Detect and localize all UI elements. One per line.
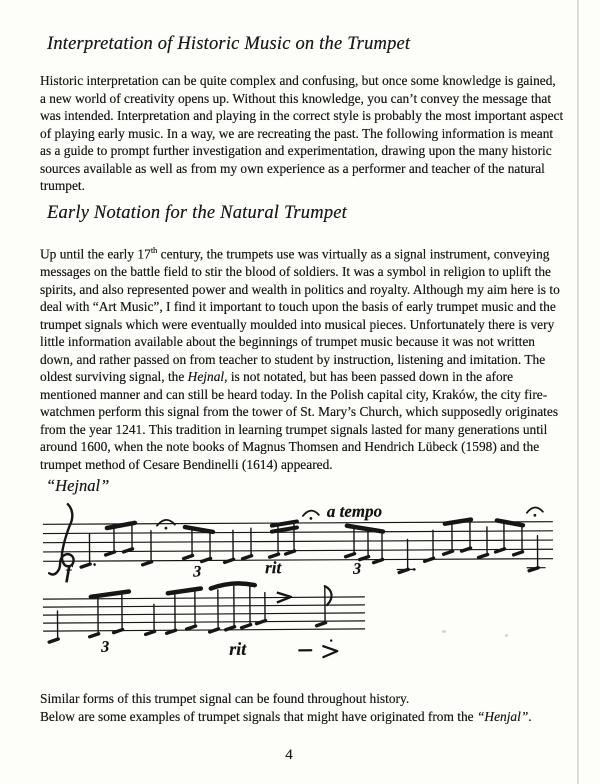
text-line: spirits, and also represented power and wealth in politics and royalty. Although my aim here is to (40, 281, 560, 297)
text-line: Similar forms of this trumpet signal can be found throughout history. (40, 691, 410, 706)
text-line: oldest surviving signal, the Hejnal, is not notated, but has been passed down in the afore (40, 369, 514, 385)
note-group (345, 519, 545, 573)
text-line: of playing early music. In a way, we are recreating the past. The following information is meant (40, 125, 554, 141)
text-line: down, and rather passed on from teacher to student by instruction, listening and imitation. The (40, 351, 546, 367)
text-line: sources available as well as from my own experience as a performer and teacher of the natural (40, 160, 545, 176)
a-tempo-label: a tempo (326, 501, 383, 521)
dynamic-f-label: f (65, 562, 72, 584)
scan-speckle (442, 630, 446, 633)
staff-2 (43, 582, 366, 660)
footer-text (40, 690, 532, 726)
text-line: Historic interpretation can be quite complex and confusing, but once some knowledge is gained, (40, 73, 556, 88)
text-line: little information available about the beginnings of trumpet music because it was not written (40, 334, 535, 350)
text-line: was intended. Interpretation and playing in the correct style is probably the most important aspect (40, 108, 564, 124)
heading-hejnal: “Hejnal” (46, 476, 110, 495)
text-line: watchmen perform this signal from the tower of St. Mary’s Church, which supposedly originates (40, 404, 559, 420)
text-line: trumpet method of Cesare Bendinelli (1614) appeared. (40, 457, 333, 473)
text-line: from the year 1241. This tradition in learning trumpet signals lasted for many generations until (40, 421, 548, 437)
rit-label: rit (229, 638, 247, 659)
fermata-icon (303, 511, 319, 520)
tuplet-label: 3 (353, 560, 362, 578)
text-line: around 1600, when the note books of Magnus Thomsen and Hendrich Lübeck (1598) and the (40, 439, 540, 455)
text-line: deal with “Art Music”, I find it important to touch upon the basis of early trumpet music and the (40, 299, 556, 315)
heading-interpretation: Interpretation of Historic Music on the Trumpet (47, 34, 411, 54)
text-line: Below are some examples of trumpet signals that might have originated from the “Henjal”. (40, 708, 532, 724)
rit-label: rit (265, 558, 282, 578)
text-line: mentioned manner and can still be heard today. In the Polish capital city, Kraków, the city fire- (40, 386, 548, 402)
tuplet-label: 3 (193, 563, 202, 581)
fermata-icon (157, 520, 175, 530)
hejnal-music-notation (35, 500, 580, 675)
text-line: as a guide to prompt further investigation and experimentation, drawing upon the many historic (40, 143, 552, 159)
scan-edge-line (577, 0, 579, 784)
paragraph-historic-interpretation (40, 72, 563, 195)
text-line: a new world of creativity opens up. Without this knowledge, you can’t convey the message that (40, 90, 552, 106)
text-line: trumpet signals which were eventually moulded into musical pieces. Unfortunately there is very (40, 316, 555, 332)
scan-speckle (505, 634, 508, 637)
note-group (49, 583, 266, 642)
paragraph-early-notation (40, 242, 560, 474)
text-line: messages on the battle field to stir the blood of soldiers. It was a symbol in religion to uplift the (40, 264, 551, 280)
note-group (316, 586, 331, 626)
fermata-icon (527, 507, 543, 516)
tuplet-label: 3 (101, 638, 110, 656)
staff-1 (43, 501, 553, 584)
text-line: Up until the early 17th century, the trumpets use was virtually as a signal instrument, conveying (40, 246, 550, 262)
page-number: 4 (285, 747, 293, 763)
text-line: trumpet. (40, 178, 85, 194)
accent-marks (299, 639, 337, 657)
heading-early-notation: Early Notation for the Natural Trumpet (47, 203, 348, 223)
